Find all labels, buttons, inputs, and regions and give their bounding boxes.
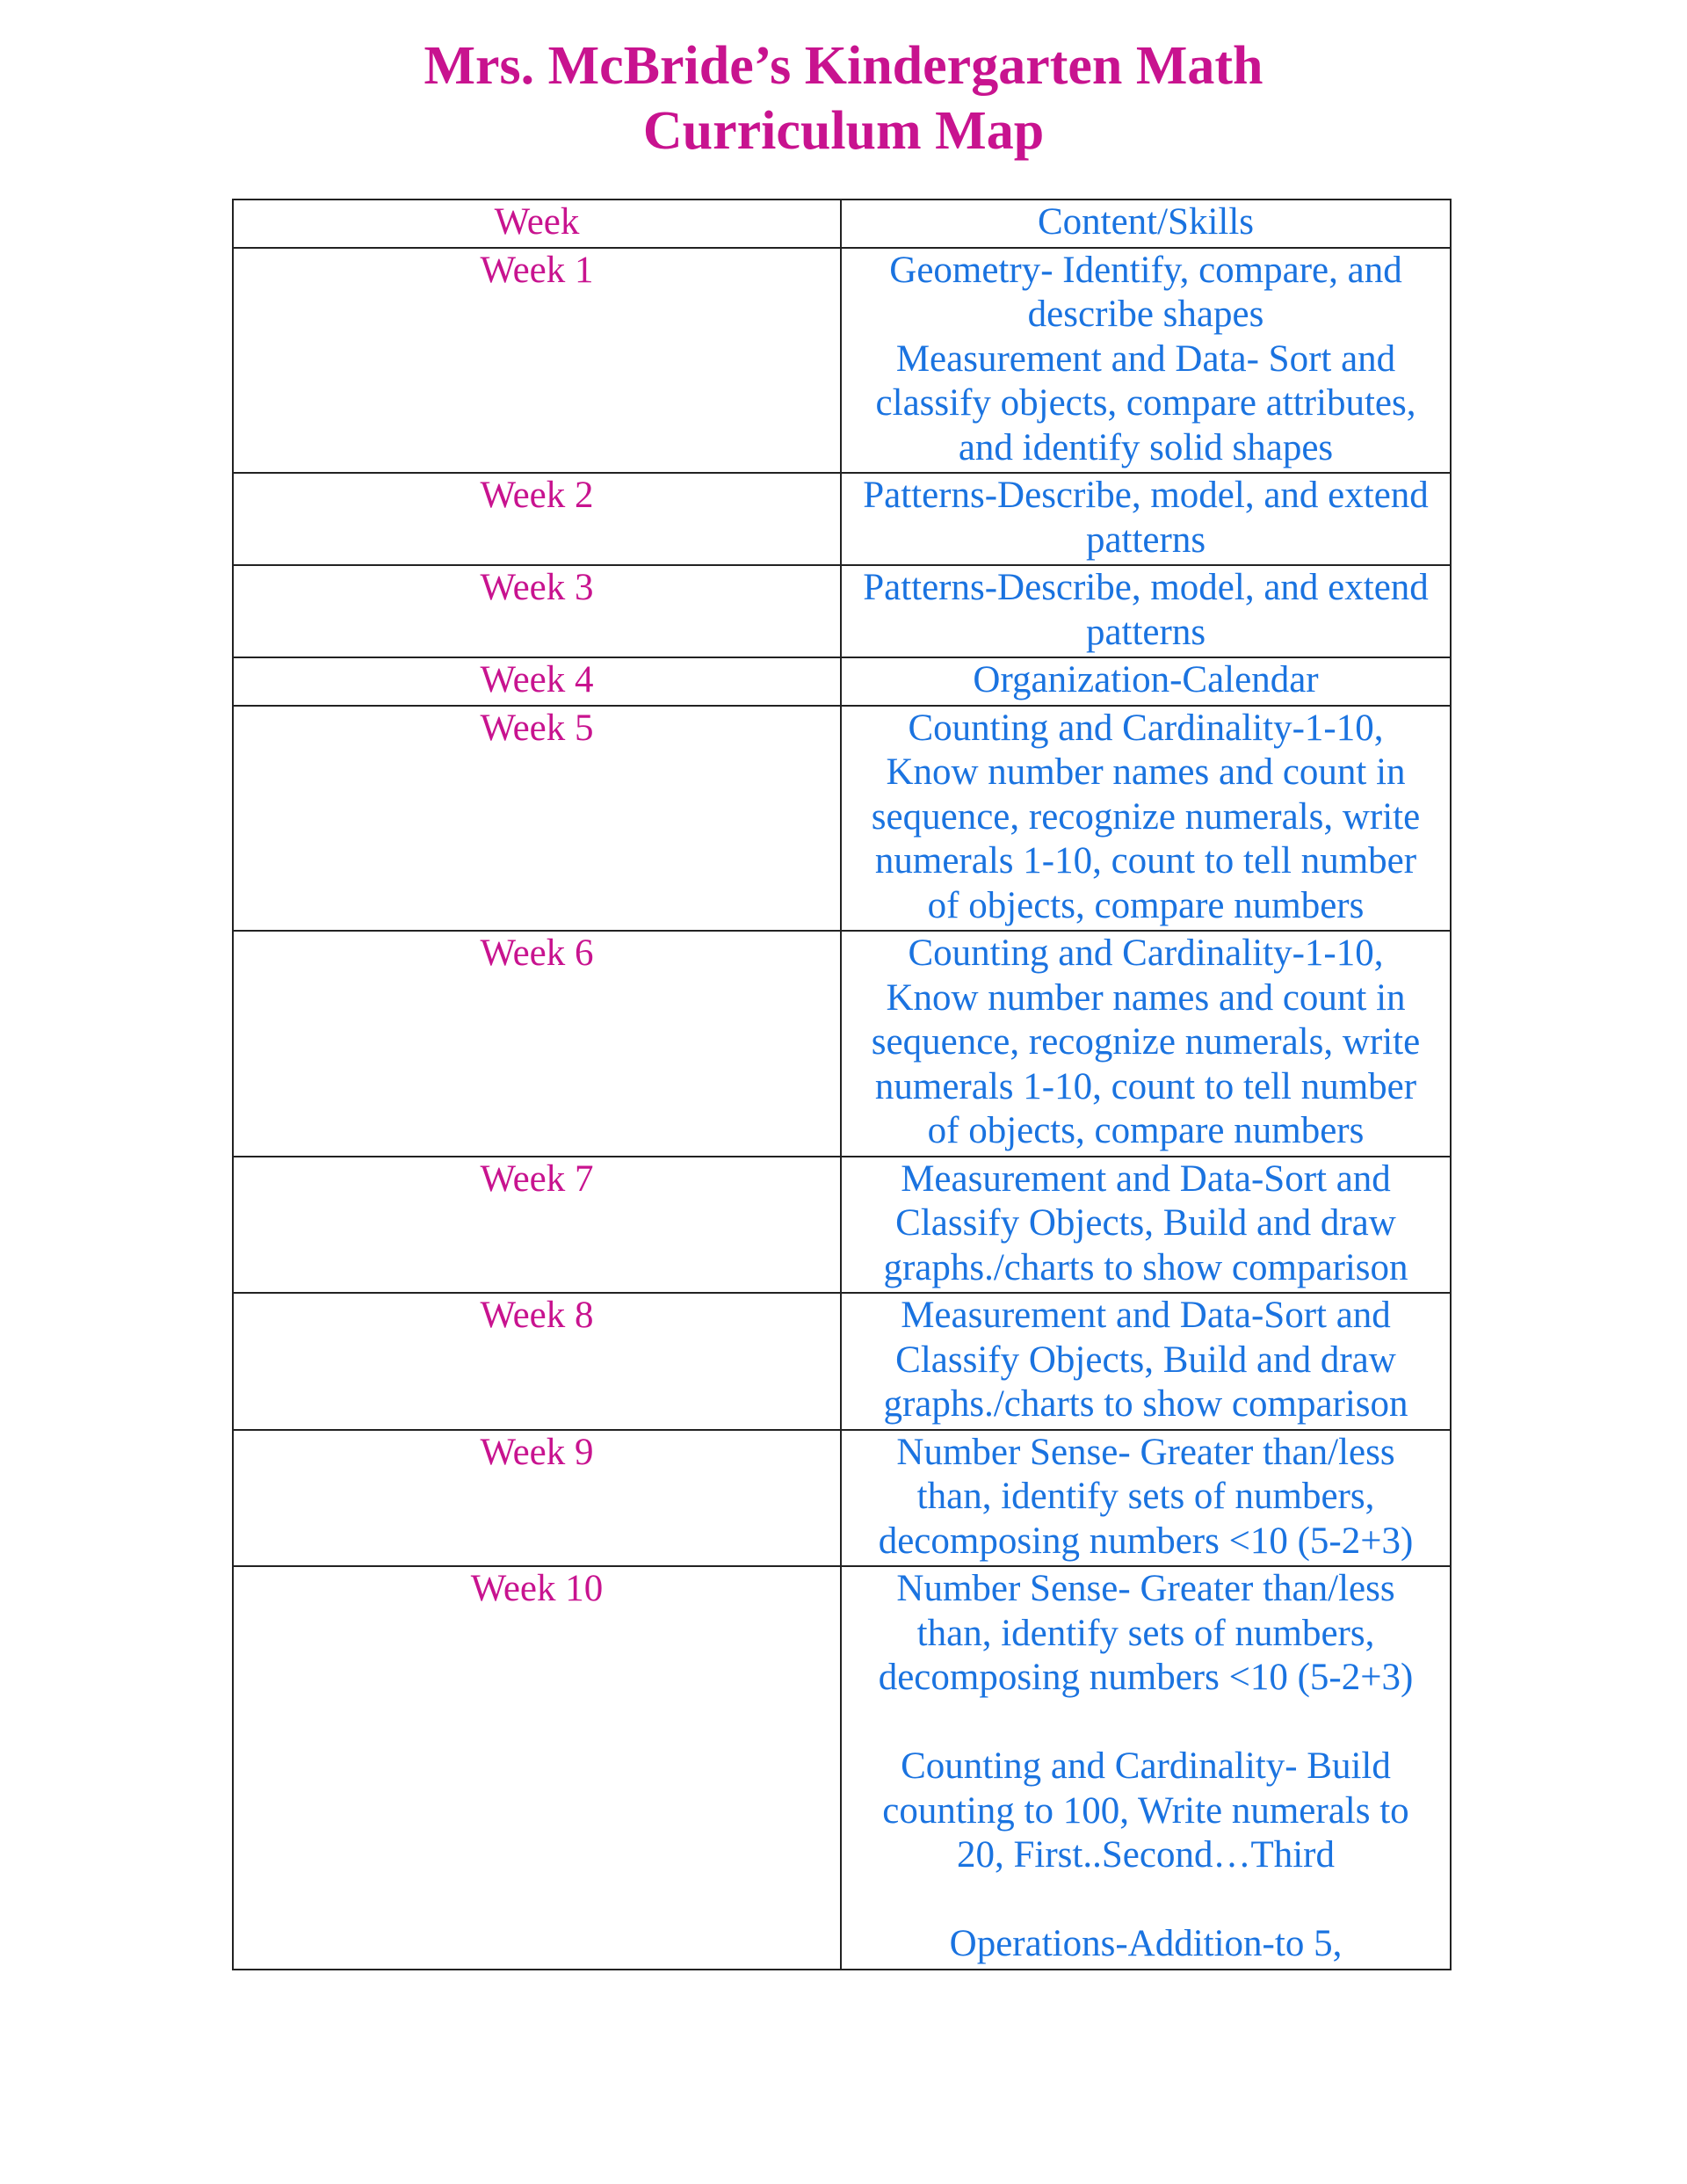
content-line: than, identify sets of numbers,: [916, 1476, 1375, 1517]
content-line: Measurement and Data- Sort and: [895, 337, 1396, 380]
content-line: Patterns-Describe, model, and extend: [863, 475, 1429, 516]
table-row: [233, 1566, 1451, 1970]
content-line: Geometry- Identify, compare, and: [889, 249, 1402, 291]
week-cell: Week 8: [233, 1293, 841, 1430]
week-cell: Week 2: [233, 473, 841, 565]
content-line: Operations-Addition-to 5,: [949, 1923, 1343, 1964]
content-line: than, identify sets of numbers,: [916, 1612, 1375, 1654]
content-line: Classify Objects, Build and draw: [895, 1202, 1396, 1244]
content-line: numerals 1-10, count to tell number: [874, 840, 1417, 882]
content-skills-cell: [841, 473, 1451, 565]
content-skills-cell: [841, 565, 1451, 657]
content-skills-cell: [841, 657, 1451, 706]
column-header-week: Week: [233, 200, 841, 248]
content-line: Number Sense- Greater than/less: [896, 1568, 1395, 1609]
spacer-line: [849, 1701, 1443, 1745]
content-line: of objects, compare numbers: [927, 884, 1365, 926]
content-line: graphs./charts to show comparison: [883, 1383, 1408, 1425]
column-header-content-skills: Content/Skills: [841, 200, 1451, 248]
content-line: 20, First..Second…Third: [957, 1834, 1335, 1876]
content-line: sequence, recognize numerals, write: [871, 795, 1421, 838]
table-row: [233, 1157, 1451, 1294]
week-cell: Week 3: [233, 565, 841, 657]
content-skills-cell: [841, 931, 1451, 1157]
table-row: [233, 1430, 1451, 1567]
curriculum-table: [232, 199, 1452, 1970]
table-row: [233, 248, 1451, 474]
title-line-1: Mrs. McBride’s Kindergarten Math: [424, 36, 1263, 96]
content-line: Counting and Cardinality- Build: [901, 1745, 1391, 1787]
content-line: Know number names and count in: [886, 751, 1406, 793]
title-line-2: Curriculum Map: [642, 101, 1045, 161]
content-skills-cell: [841, 1566, 1451, 1970]
content-skills-cell: [841, 1430, 1451, 1567]
content-line: Patterns-Describe, model, and extend: [863, 567, 1429, 608]
content-line: Counting and Cardinality-1-10,: [908, 932, 1384, 974]
content-line: sequence, recognize numerals, write: [871, 1021, 1421, 1063]
spacer-line: [849, 1878, 1443, 1923]
content-line: Organization-Calendar: [973, 659, 1319, 700]
content-line: Classify Objects, Build and draw: [895, 1339, 1396, 1381]
table-row: [233, 657, 1451, 706]
content-line: Know number names and count in: [886, 976, 1406, 1019]
content-skills-cell: [841, 706, 1451, 932]
content-line: Counting and Cardinality-1-10,: [908, 707, 1384, 749]
week-cell: Week 7: [233, 1157, 841, 1294]
content-line: decomposing numbers <10 (5-2+3): [878, 1657, 1414, 1698]
content-skills-cell: [841, 248, 1451, 474]
content-line: Number Sense- Greater than/less: [896, 1431, 1395, 1473]
table-row: [233, 1293, 1451, 1430]
week-cell: Week 4: [233, 657, 841, 706]
content-line: graphs./charts to show comparison: [883, 1246, 1408, 1288]
page-title: [0, 33, 1687, 163]
table-row: [233, 706, 1451, 932]
content-line: describe shapes: [1027, 294, 1264, 335]
content-line: numerals 1-10, count to tell number: [874, 1065, 1417, 1107]
content-line: counting to 100, Write numerals to: [882, 1789, 1409, 1832]
content-line: classify objects, compare attributes,: [875, 382, 1416, 424]
content-line: patterns: [1085, 519, 1206, 561]
content-skills-cell: [841, 1157, 1451, 1294]
week-cell: Week 6: [233, 931, 841, 1157]
week-cell: Week 1: [233, 248, 841, 474]
content-line: and identify solid shapes: [958, 426, 1334, 468]
table-header-row: [233, 200, 1451, 248]
content-line: of objects, compare numbers: [927, 1110, 1365, 1151]
table-row: [233, 565, 1451, 657]
table-row: [233, 473, 1451, 565]
content-line: patterns: [1085, 611, 1206, 653]
content-skills-cell: [841, 1293, 1451, 1430]
week-cell: Week 5: [233, 706, 841, 932]
content-line: Measurement and Data-Sort and: [901, 1157, 1391, 1200]
content-line: Measurement and Data-Sort and: [901, 1295, 1391, 1336]
week-cell: Week 9: [233, 1430, 841, 1567]
content-line: decomposing numbers <10 (5-2+3): [878, 1520, 1414, 1562]
table-row: [233, 931, 1451, 1157]
week-cell: Week 10: [233, 1566, 841, 1970]
